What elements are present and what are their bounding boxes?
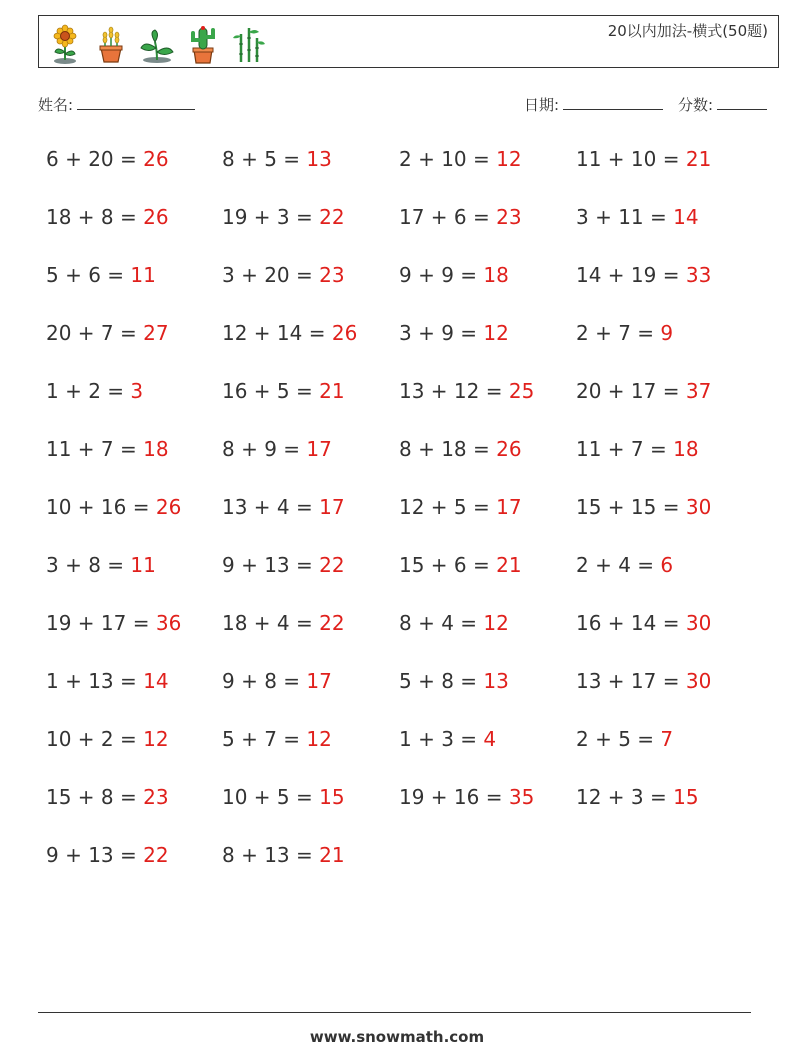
problem-answer: 13: [483, 669, 509, 693]
date-label: 日期:: [524, 96, 560, 114]
problem-answer: 27: [143, 321, 169, 345]
problem-answer: 36: [155, 611, 182, 635]
problem-item: [399, 611, 509, 635]
problem-question: 6 + 20 =: [46, 147, 144, 171]
problem-item: [222, 843, 345, 867]
problem-answer: 11: [130, 553, 156, 577]
problem-answer: 3: [130, 379, 144, 403]
problem-question: 18 + 8 =: [46, 205, 144, 229]
worksheet-title: 20以内加法-横式(50题): [607, 22, 768, 40]
problem-answer: 21: [685, 147, 712, 171]
problem-item: [576, 785, 699, 809]
footer-url: www.snowmath.com: [309, 1028, 485, 1046]
cactus-pot-icon: [185, 24, 221, 64]
problem-question: 16 + 5 =: [222, 379, 320, 403]
problem-item: [222, 785, 345, 809]
problem-question: 3 + 8 =: [46, 553, 131, 577]
problem-answer: 12: [306, 727, 332, 751]
problem-answer: 21: [496, 553, 522, 577]
problem-question: 8 + 13 =: [222, 843, 320, 867]
problem-answer: 37: [685, 379, 712, 403]
problem-item: [222, 669, 332, 693]
problem-answer: 26: [496, 437, 522, 461]
problem-item: [576, 147, 711, 171]
problem-item: [576, 379, 711, 403]
problem-item: [576, 437, 699, 461]
problem-item: [46, 669, 169, 693]
problem-answer: 23: [496, 205, 522, 229]
problem-question: 5 + 8 =: [399, 669, 484, 693]
problem-answer: 25: [508, 379, 535, 403]
problem-answer: 21: [319, 379, 345, 403]
problem-answer: 4: [483, 727, 497, 751]
problem-answer: 26: [143, 147, 169, 171]
problem-question: 1 + 3 =: [399, 727, 484, 751]
problem-question: 3 + 20 =: [222, 263, 320, 287]
problem-question: 10 + 2 =: [46, 727, 144, 751]
problem-item: [222, 379, 345, 403]
sunflower-icon: [47, 24, 83, 64]
problem-item: [576, 321, 673, 345]
problem-answer: 9: [660, 321, 674, 345]
problem-item: [46, 263, 156, 287]
problem-item: [399, 379, 534, 403]
problem-question: 19 + 16 =: [399, 785, 509, 809]
problem-answer: 18: [143, 437, 169, 461]
problem-item: [576, 205, 699, 229]
problem-answer: 17: [306, 437, 332, 461]
problem-item: [46, 553, 156, 577]
problem-answer: 13: [306, 147, 332, 171]
problem-question: 9 + 13 =: [222, 553, 320, 577]
problem-answer: 21: [319, 843, 345, 867]
problem-item: [222, 495, 345, 519]
problem-answer: 14: [143, 669, 169, 693]
problem-question: 13 + 4 =: [222, 495, 320, 519]
problem-item: [576, 727, 673, 751]
problem-item: [46, 611, 181, 635]
problem-item: [399, 785, 534, 809]
problem-question: 9 + 13 =: [46, 843, 144, 867]
problem-question: 11 + 7 =: [46, 437, 144, 461]
problem-item: [399, 263, 509, 287]
seedling-icon: [139, 24, 175, 64]
problem-question: 3 + 11 =: [576, 205, 674, 229]
problem-answer: 12: [483, 321, 509, 345]
problem-item: [222, 321, 357, 345]
name-label: 姓名:: [38, 96, 74, 114]
problem-answer: 18: [673, 437, 699, 461]
problem-question: 15 + 6 =: [399, 553, 497, 577]
problem-answer: 33: [685, 263, 712, 287]
problem-question: 1 + 2 =: [46, 379, 131, 403]
problem-item: [576, 263, 711, 287]
problem-question: 8 + 9 =: [222, 437, 307, 461]
problem-item: [222, 553, 345, 577]
problem-answer: 14: [673, 205, 699, 229]
problem-item: [399, 727, 496, 751]
problem-answer: 22: [319, 205, 345, 229]
problem-question: 15 + 8 =: [46, 785, 144, 809]
problem-answer: 17: [306, 669, 332, 693]
problem-answer: 30: [685, 495, 712, 519]
problem-item: [576, 669, 711, 693]
problem-item: [222, 727, 332, 751]
problem-answer: 11: [130, 263, 156, 287]
problem-question: 13 + 17 =: [576, 669, 686, 693]
problem-item: [576, 553, 673, 577]
problem-answer: 26: [155, 495, 182, 519]
problem-item: [399, 437, 522, 461]
name-field: [38, 94, 195, 115]
problem-question: 9 + 8 =: [222, 669, 307, 693]
problem-item: [399, 669, 509, 693]
problem-answer: 26: [143, 205, 169, 229]
problem-question: 5 + 7 =: [222, 727, 307, 751]
problem-item: [399, 205, 522, 229]
problem-question: 15 + 15 =: [576, 495, 686, 519]
problem-answer: 22: [319, 611, 345, 635]
problem-item: [222, 611, 345, 635]
problem-question: 11 + 7 =: [576, 437, 674, 461]
problem-item: [222, 147, 332, 171]
problem-question: 11 + 10 =: [576, 147, 686, 171]
problem-answer: 17: [319, 495, 345, 519]
problem-question: 13 + 12 =: [399, 379, 509, 403]
problem-answer: 12: [496, 147, 522, 171]
score-blank-line[interactable]: [717, 96, 767, 110]
problem-item: [222, 263, 345, 287]
problem-question: 16 + 14 =: [576, 611, 686, 635]
problem-item: [399, 553, 522, 577]
problem-answer: 12: [143, 727, 169, 751]
problem-question: 20 + 17 =: [576, 379, 686, 403]
problem-question: 10 + 5 =: [222, 785, 320, 809]
problem-item: [46, 495, 181, 519]
problem-answer: 7: [660, 727, 674, 751]
problem-question: 14 + 19 =: [576, 263, 686, 287]
decor-icons: [47, 22, 267, 64]
problem-question: 3 + 9 =: [399, 321, 484, 345]
problem-answer: 22: [143, 843, 169, 867]
problem-question: 5 + 6 =: [46, 263, 131, 287]
problem-item: [576, 611, 711, 635]
problem-question: 12 + 14 =: [222, 321, 332, 345]
problem-item: [46, 147, 169, 171]
problem-question: 20 + 7 =: [46, 321, 144, 345]
problem-answer: 35: [508, 785, 535, 809]
problem-question: 9 + 9 =: [399, 263, 484, 287]
problem-answer: 23: [319, 263, 345, 287]
problem-question: 2 + 5 =: [576, 727, 661, 751]
problem-question: 12 + 3 =: [576, 785, 674, 809]
problem-answer: 18: [483, 263, 509, 287]
problem-item: [222, 437, 332, 461]
problem-answer: 26: [331, 321, 358, 345]
problem-item: [46, 437, 169, 461]
problem-answer: 6: [660, 553, 674, 577]
problem-answer: 15: [673, 785, 699, 809]
problem-item: [46, 205, 169, 229]
problem-answer: 30: [685, 669, 712, 693]
name-blank-line[interactable]: [77, 96, 195, 110]
problem-question: 8 + 5 =: [222, 147, 307, 171]
problem-item: [222, 205, 345, 229]
problem-question: 17 + 6 =: [399, 205, 497, 229]
score-field: [678, 94, 767, 115]
footer-divider: [38, 1012, 751, 1013]
problem-item: [399, 321, 509, 345]
problem-item: [46, 379, 143, 403]
problem-question: 2 + 10 =: [399, 147, 497, 171]
problem-question: 19 + 3 =: [222, 205, 320, 229]
problem-question: 1 + 13 =: [46, 669, 144, 693]
problem-item: [46, 843, 169, 867]
problem-question: 19 + 17 =: [46, 611, 156, 635]
problem-item: [399, 147, 522, 171]
date-field: [524, 94, 663, 115]
problem-answer: 17: [496, 495, 522, 519]
problem-question: 10 + 16 =: [46, 495, 156, 519]
problem-item: [46, 727, 169, 751]
problem-item: [576, 495, 711, 519]
problem-answer: 15: [319, 785, 345, 809]
problem-question: 12 + 5 =: [399, 495, 497, 519]
problem-answer: 30: [685, 611, 712, 635]
problem-item: [399, 495, 522, 519]
worksheet-header: [38, 15, 779, 68]
score-label: 分数:: [678, 96, 714, 114]
date-blank-line[interactable]: [563, 96, 663, 110]
problem-answer: 12: [483, 611, 509, 635]
problem-item: [46, 785, 169, 809]
problem-question: 8 + 18 =: [399, 437, 497, 461]
bamboo-icon: [231, 24, 267, 64]
problem-answer: 23: [143, 785, 169, 809]
wheat-pot-icon: [93, 24, 129, 64]
problem-question: 2 + 4 =: [576, 553, 661, 577]
problem-question: 8 + 4 =: [399, 611, 484, 635]
problem-question: 2 + 7 =: [576, 321, 661, 345]
problem-answer: 22: [319, 553, 345, 577]
problem-item: [46, 321, 169, 345]
problem-question: 18 + 4 =: [222, 611, 320, 635]
